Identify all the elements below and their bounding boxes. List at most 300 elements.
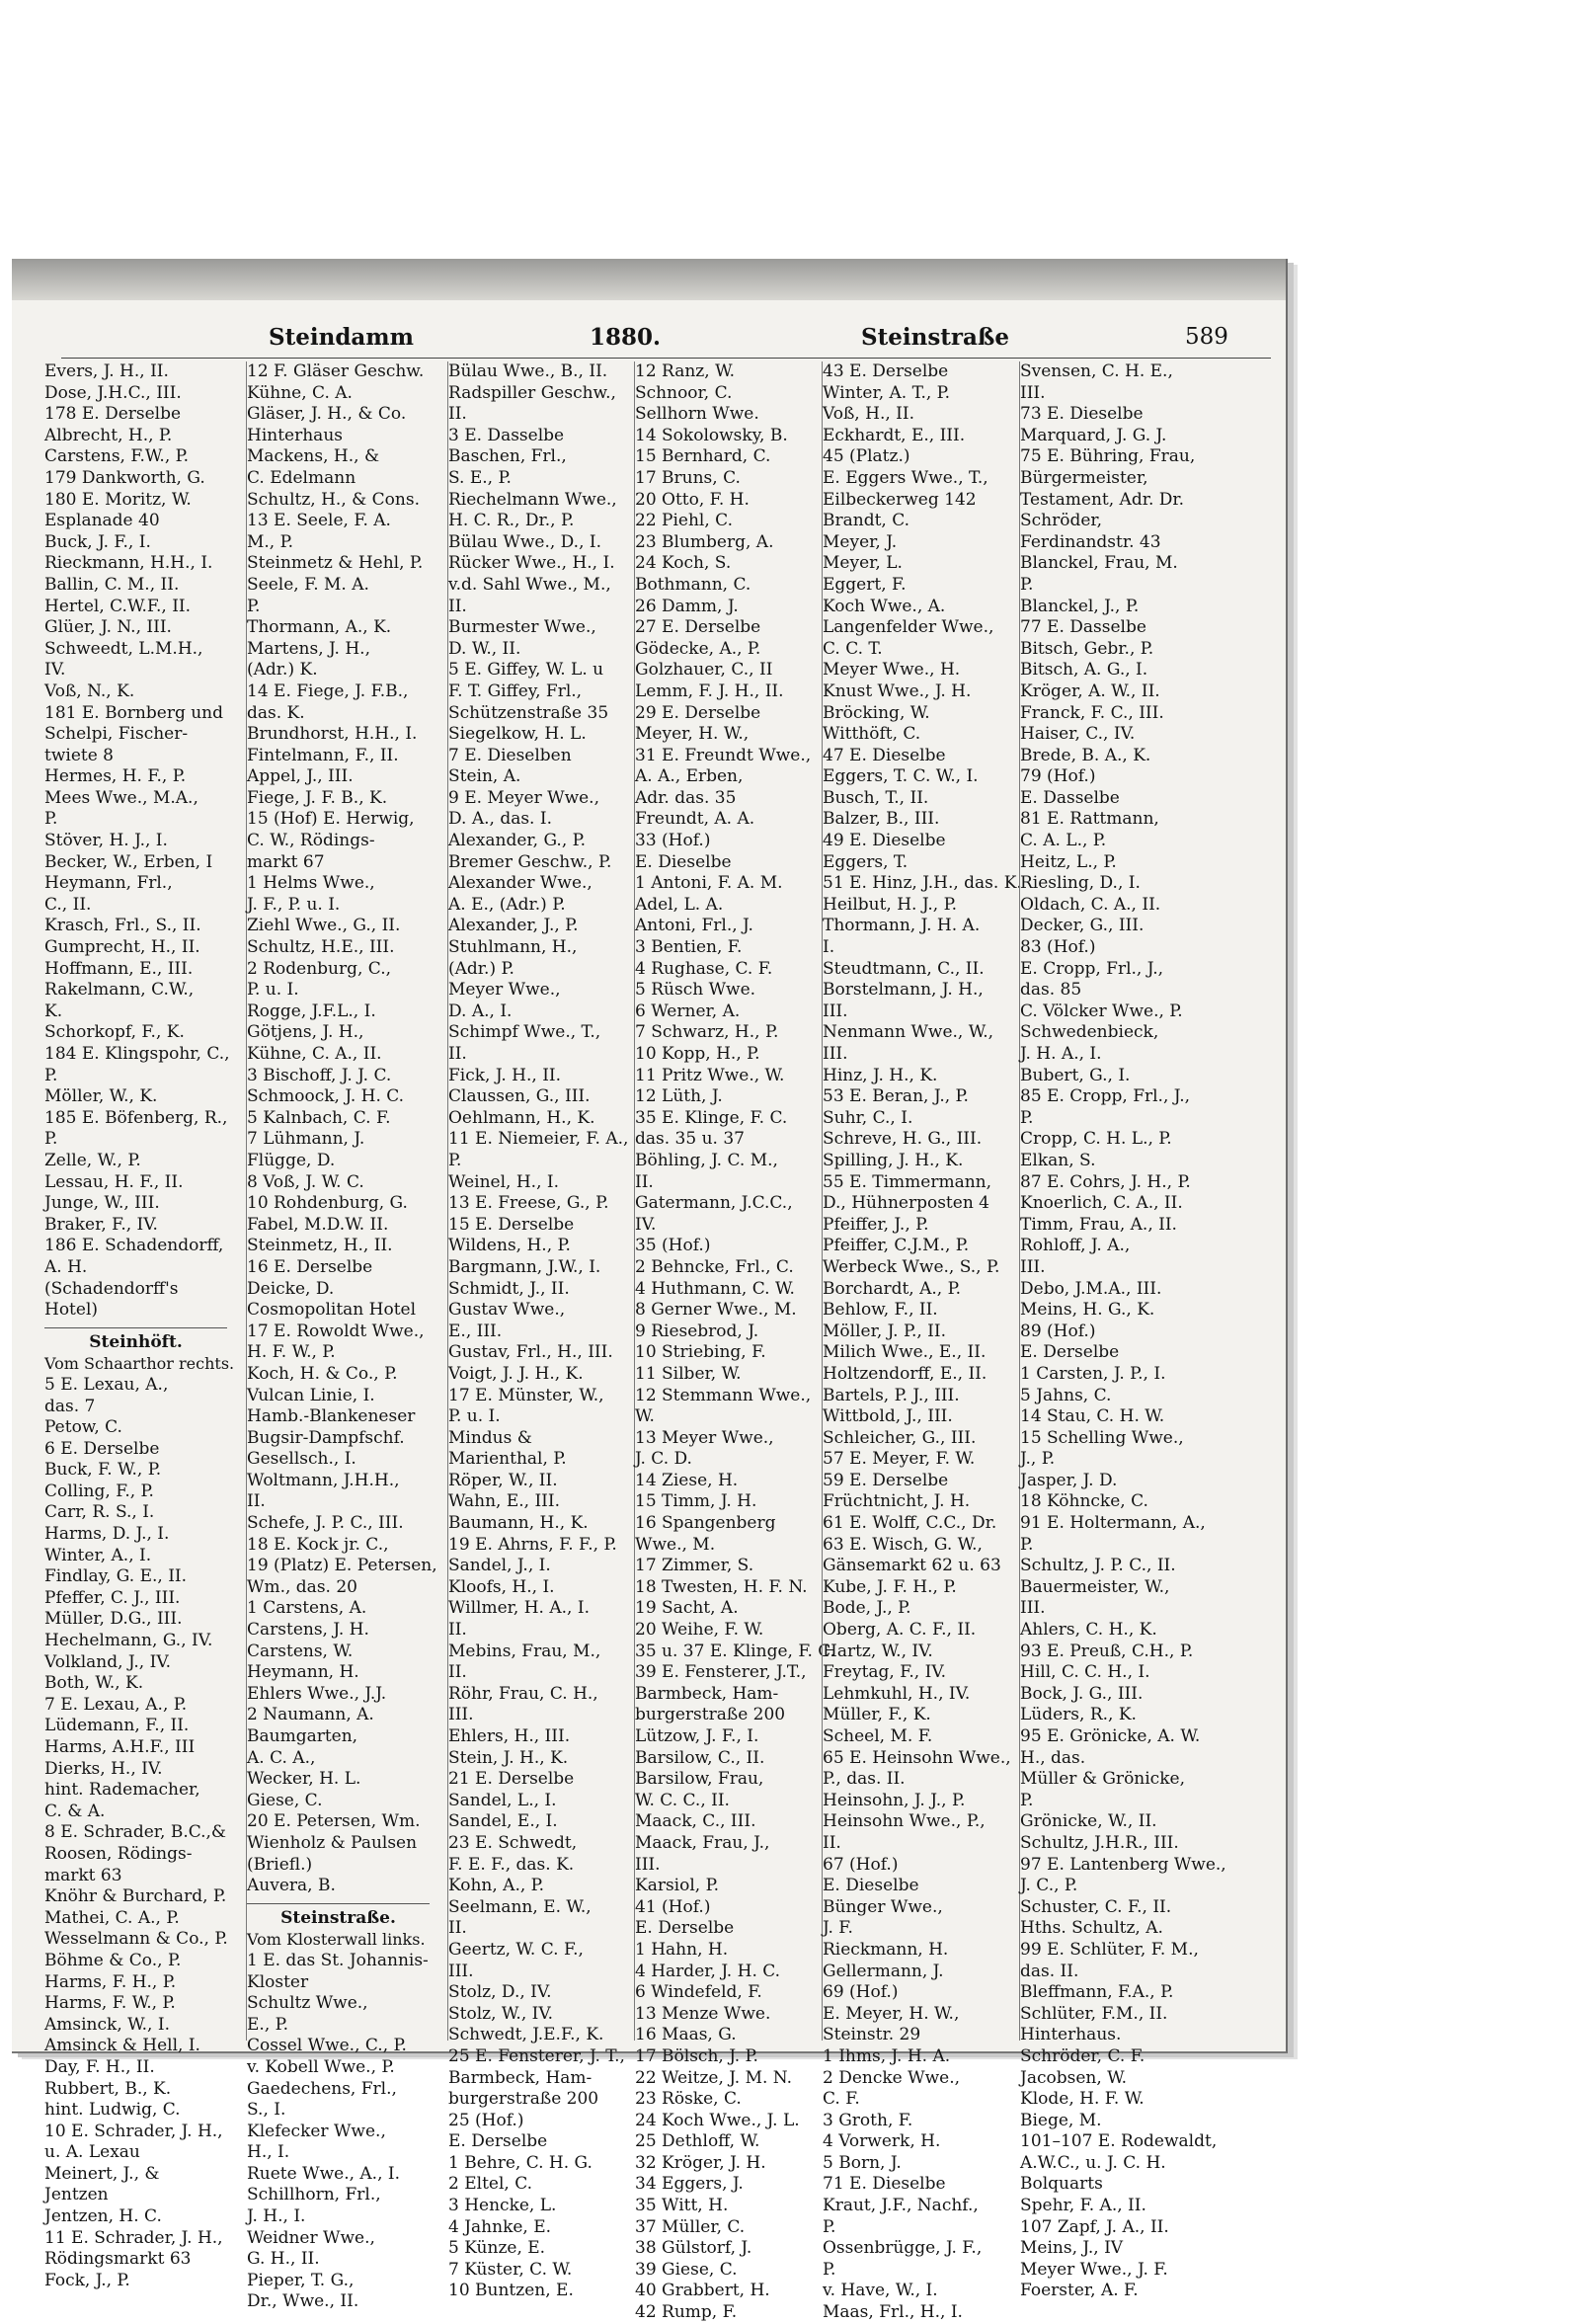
directory-entry-line: Amsinck, W., I.	[44, 2014, 170, 2035]
directory-entry-line: K.	[44, 1001, 63, 1021]
directory-entry-line: 1 Carsten, J. P., I.	[1020, 1363, 1166, 1384]
directory-entry-line: Oberg, A. C. F., II.	[823, 1620, 977, 1641]
directory-entry-line: Schreve, H. G., III.	[823, 1129, 983, 1150]
directory-entry-line: 65 E. Heinsohn Wwe.,	[823, 1747, 1011, 1768]
directory-entry-line: E. Cropp, Frl., J.,	[1020, 958, 1164, 979]
directory-entry-line: Haiser, C., IV.	[1020, 724, 1136, 745]
directory-entry-line: Lüdemann, F., II.	[44, 1716, 190, 1736]
directory-entry-line: 55 E. Timmermann,	[823, 1171, 992, 1192]
directory-entry-line: 15 (Hof) E. Herwig,	[247, 809, 415, 830]
directory-entry-line: Gläser, J. H., & Co.	[247, 404, 407, 425]
directory-entry-line: Bleffmann, F.A., P.	[1020, 1982, 1174, 2003]
directory-entry-line: 186 E. Schadendorff,	[44, 1236, 224, 1256]
directory-entry-line: Meyer, H. W.,	[635, 724, 750, 745]
directory-entry-line: Müller, D.G., III.	[44, 1609, 183, 1630]
directory-entry-line: Krasch, Frl., S., II.	[44, 916, 201, 936]
directory-entry-line: II.	[823, 1832, 841, 1853]
directory-entry-line: 10 Rohdenburg, G.	[247, 1193, 408, 1214]
directory-entry-line: 5 Kalnbach, C. F.	[247, 1107, 391, 1128]
directory-entry-line: Seelmann, E. W.,	[448, 1896, 592, 1917]
directory-entry-line: Petow, C.	[44, 1417, 122, 1438]
directory-entry-line: P.	[823, 2259, 836, 2280]
directory-entry-line: 85 E. Cropp, Frl., J.,	[1020, 1086, 1191, 1107]
directory-entry-line: Bolquarts	[1020, 2174, 1103, 2195]
directory-column-2	[246, 361, 437, 2312]
directory-entry-line: A.W.C., u. J. C. H.	[1020, 2152, 1166, 2173]
directory-entry-line: 10 Kopp, H., P.	[635, 1044, 760, 1064]
directory-entry-line: Steudtmann, C., II.	[823, 958, 985, 979]
directory-entry-line: Junge, W., III.	[44, 1193, 160, 1214]
directory-entry-line: das. 7	[44, 1396, 96, 1416]
directory-entry-line: Seele, F. M. A.	[247, 574, 369, 595]
directory-entry-line: Eggert, F.	[823, 574, 907, 595]
directory-entry-line: Radspiller Geschw.,	[448, 382, 616, 403]
directory-entry-line: 19 (Platz) E. Petersen,	[247, 1556, 437, 1576]
directory-entry-line: 13 Menze Wwe.	[635, 2003, 771, 2024]
directory-entry-line: 95 E. Grönicke, A. W.	[1020, 1726, 1201, 1746]
directory-entry-line: Thormann, A., K.	[247, 617, 392, 638]
directory-entry-line: Carstens, W.	[247, 1641, 354, 1661]
directory-entry-line: 3 Bentien, F.	[635, 937, 743, 958]
directory-entry-line: Martens, J. H.,	[247, 638, 370, 659]
directory-entry-line: 22 Piehl, C.	[635, 511, 733, 531]
directory-entry-line: 18 Köhncke, C.	[1020, 1491, 1148, 1512]
directory-entry-line: 11 Pritz Wwe., W.	[635, 1065, 785, 1085]
directory-entry-line: Schwedenbieck,	[1020, 1022, 1159, 1043]
street-section-subtitle: Vom Klosterwall links.	[247, 1930, 426, 1950]
directory-entry-line: II.	[448, 1662, 467, 1683]
directory-entry-line: Albrecht, H., P.	[44, 425, 173, 445]
directory-entry-line: Blanckel, Frau, M.	[1020, 553, 1178, 574]
directory-entry-line: Debo, J.M.A., III.	[1020, 1278, 1162, 1299]
directory-entry-line: Bugsir-Dampfschf.	[247, 1427, 405, 1448]
directory-entry-line: Golzhauer, C., II	[635, 660, 773, 681]
directory-entry-line: 40 Grabbert, H.	[635, 2281, 770, 2301]
directory-entry-line: 181 E. Bornberg und	[44, 702, 224, 723]
directory-entry-line: Rakelmann, C.W.,	[44, 980, 195, 1001]
directory-entry-line: Lützow, J. F., I.	[635, 1726, 759, 1746]
directory-entry-line: Steinstr. 29	[823, 2025, 921, 2045]
directory-entry-line: 2 Behncke, Frl., C.	[635, 1256, 794, 1277]
directory-entry-line: 3 Groth, F.	[823, 2110, 913, 2130]
directory-entry-line: W.	[635, 1406, 655, 1427]
directory-entry-line: III.	[823, 1001, 848, 1021]
directory-entry-line: Gaedechens, Frl.,	[247, 2078, 397, 2099]
directory-entry-line: C. & A.	[44, 1801, 106, 1821]
directory-entry-line: Sandel, L., I.	[448, 1790, 557, 1810]
directory-entry-line: 79 (Hof.)	[1020, 766, 1096, 787]
directory-entry-line: Kröger, A. W., II.	[1020, 681, 1160, 701]
directory-entry-line: Carstens, J. H.	[247, 1620, 369, 1641]
directory-entry-line: Rohloff, J. A.,	[1020, 1236, 1131, 1256]
directory-entry-line: Alexander, J., P.	[448, 916, 579, 936]
directory-entry-line: Riechelmann Wwe.,	[448, 489, 617, 510]
directory-entry-line: III.	[448, 1705, 474, 1725]
directory-entry-line: Schröder, C. F.	[1020, 2045, 1146, 2066]
directory-entry-line: Milich Wwe., E., II.	[823, 1342, 987, 1363]
directory-column-4	[634, 361, 836, 2323]
directory-entry-line: Gödecke, A., P.	[635, 638, 761, 659]
directory-entry-line: Woltmann, J.H.H.,	[247, 1470, 400, 1490]
directory-entry-line: Roosen, Rödings-	[44, 1843, 193, 1864]
directory-entry-line: 6 Werner, A.	[635, 1001, 741, 1021]
directory-entry-line: Knust Wwe., J. H.	[823, 681, 972, 701]
directory-entry-line: Bürgermeister,	[1020, 467, 1148, 488]
directory-entry-line: Röhr, Frau, C. H.,	[448, 1683, 598, 1704]
header-year: 1880.	[590, 324, 662, 351]
directory-entry-line: Wesselmann & Co., P.	[44, 1929, 228, 1950]
directory-entry-line: Scheel, M. F.	[823, 1726, 933, 1746]
directory-entry-line: Vulcan Linie, I.	[247, 1385, 375, 1405]
directory-entry-line: 7 E. Lexau, A., P.	[44, 1694, 188, 1715]
directory-entry-line: Wecker, H. L.	[247, 1769, 361, 1790]
directory-entry-line: 42 Rump, F.	[635, 2302, 738, 2323]
directory-entry-line: 11 Silber, W.	[635, 1363, 742, 1384]
directory-entry-line: Burmester Wwe.,	[448, 617, 596, 638]
directory-entry-line: 51 E. Hinz, J.H., das. K.	[823, 873, 1022, 894]
directory-entry-line: Winter, A. T., P.	[823, 382, 951, 403]
directory-entry-line: Witthöft, C.	[823, 724, 921, 745]
directory-entry-line: Lemm, F. J. H., II.	[635, 681, 784, 701]
directory-entry-line: 23 E. Schwedt,	[448, 1832, 578, 1853]
directory-entry-line: Behlow, F., II.	[823, 1300, 938, 1321]
directory-entry-line: 17 E. Münster, W.,	[448, 1385, 604, 1405]
directory-entry-line: E. Derselbe	[1020, 1342, 1120, 1363]
directory-entry-line: 4 Vorwerk, H.	[823, 2131, 941, 2152]
directory-entry-line: 15 Schelling Wwe.,	[1020, 1427, 1184, 1448]
directory-entry-line: 1 E. das St. Johannis-	[247, 1950, 429, 1970]
directory-entry-line: Gumprecht, H., II.	[44, 937, 200, 958]
directory-entry-line: 4 Harder, J. H. C.	[635, 1961, 781, 1981]
directory-entry-line: Schelpi, Fischer-	[44, 724, 189, 745]
directory-entry-line: II.	[247, 1491, 266, 1512]
directory-entry-line: das. II.	[1020, 1961, 1079, 1981]
directory-entry-line: (Schadendorff's	[44, 1278, 179, 1299]
directory-entry-line: 77 E. Dasselbe	[1020, 617, 1146, 638]
directory-entry-line: Klode, H. F. W.	[1020, 2089, 1145, 2110]
directory-entry-line: Steinmetz & Hehl, P.	[247, 553, 424, 574]
directory-entry-line: 25 (Hof.)	[448, 2110, 524, 2130]
directory-entry-line: Hths. Schultz, A.	[1020, 1918, 1163, 1939]
directory-entry-line: 3 Bischoff, J. J. C.	[247, 1065, 392, 1085]
page-number: 589	[1185, 324, 1228, 350]
directory-entry-line: Dierks, H., IV.	[44, 1758, 163, 1779]
directory-entry-line: Svensen, C. H. E.,	[1020, 361, 1173, 381]
directory-entry-line: 2 Rodenburg, C.,	[247, 958, 392, 979]
directory-entry-line: Barsilow, Frau,	[635, 1769, 764, 1790]
directory-entry-line: C. W., Rödings-	[247, 831, 375, 851]
directory-entry-line: 5 E. Giffey, W. L. u	[448, 660, 604, 681]
directory-entry-line: Cropp, C. H. L., P.	[1020, 1129, 1172, 1150]
directory-entry-line: E. Derselbe	[635, 1918, 735, 1939]
directory-entry-line: Bothmann, C.	[635, 574, 751, 595]
directory-entry-line: Rogge, J.F.L., I.	[247, 1001, 376, 1021]
directory-entry-line: 20 E. Petersen, Wm.	[247, 1811, 421, 1832]
directory-entry-line: hint. Ludwig, C.	[44, 2100, 181, 2121]
directory-entry-line: Decker, G., III.	[1020, 916, 1145, 936]
header-left-title: Steindamm	[269, 324, 414, 351]
directory-entry-line: Timm, Frau, A., II.	[1020, 1214, 1177, 1235]
directory-entry-line: Claussen, G., III.	[448, 1086, 591, 1107]
directory-entry-line: H., das.	[1020, 1747, 1086, 1768]
directory-entry-line: 9 E. Meyer Wwe.,	[448, 787, 599, 808]
directory-entry-line: Fintelmann, F., II.	[247, 745, 399, 765]
directory-entry-line: Meyer Wwe.,	[448, 980, 561, 1001]
directory-entry-line: Mebins, Frau, M.,	[448, 1641, 601, 1661]
directory-entry-line: Maas, Frl., H., I.	[823, 2302, 963, 2323]
directory-entry-line: Volkland, J., IV.	[44, 1651, 172, 1672]
directory-entry-line: Heitz, L., P.	[1020, 851, 1117, 872]
directory-entry-line: Rödingsmarkt 63	[44, 2249, 192, 2270]
directory-entry-line: 1 Carstens, A.	[247, 1598, 367, 1619]
directory-entry-line: P.	[1020, 1534, 1034, 1555]
directory-entry-line: J. F., P. u. I.	[247, 894, 341, 915]
header-right-title: Steinstraße	[861, 324, 1010, 351]
directory-entry-line: Stuhlmann, H.,	[448, 937, 578, 958]
directory-entry-line: P.	[44, 809, 58, 830]
directory-entry-line: Lehmkuhl, H., IV.	[823, 1683, 971, 1704]
directory-entry-line: Spehr, F. A., II.	[1020, 2196, 1146, 2216]
directory-entry-line: Day, F. H., II.	[44, 2056, 155, 2077]
directory-entry-line: Bülau Wwe., D., I.	[448, 531, 602, 552]
directory-entry-line: J. H., I.	[247, 2206, 306, 2227]
directory-entry-line: P.	[44, 1129, 58, 1150]
directory-entry-line: Buck, J. F., I.	[44, 531, 151, 552]
directory-entry-line: A. C. A.,	[247, 1747, 316, 1768]
directory-entry-line: Elkan, S.	[1020, 1150, 1096, 1170]
directory-entry-line: J. H. A., I.	[1020, 1044, 1102, 1064]
directory-entry-line: Pfeiffer, J., P.	[823, 1214, 929, 1235]
directory-entry-line: E. Eggers Wwe., T.,	[823, 467, 988, 488]
directory-entry-line: W. C. C., II.	[635, 1790, 730, 1810]
directory-entry-line: 24 Koch, S.	[635, 553, 732, 574]
directory-entry-line: Voß, H., II.	[823, 404, 914, 425]
directory-entry-line: 16 Spangenberg	[635, 1513, 776, 1534]
directory-entry-line: v. Kobell Wwe., P.	[247, 2056, 395, 2077]
directory-entry-line: Brede, B. A., K.	[1020, 745, 1151, 765]
directory-entry-line: 15 Timm, J. H.	[635, 1491, 757, 1512]
directory-entry-line: Glüer, J. N., III.	[44, 617, 172, 638]
directory-entry-line: 33 (Hof.)	[635, 831, 711, 851]
directory-entry-line: 16 E. Derselbe	[247, 1256, 373, 1277]
directory-entry-line: II.	[448, 596, 467, 616]
directory-entry-line: IV.	[635, 1214, 657, 1235]
directory-entry-line: 178 E. Derselbe	[44, 404, 182, 425]
directory-entry-line: Kühne, C. A., II.	[247, 1044, 382, 1064]
directory-entry-line: 81 E. Rattmann,	[1020, 809, 1159, 830]
directory-entry-line: 69 (Hof.)	[823, 1982, 899, 2003]
directory-entry-line: Holtzendorff, E., II.	[823, 1363, 988, 1384]
directory-entry-line: Gustav Wwe.,	[448, 1300, 566, 1321]
directory-entry-line: H. C. R., Dr., P.	[448, 511, 575, 531]
directory-entry-line: Baumann, H., K.	[448, 1513, 589, 1534]
directory-entry-line: Böhme & Co., P.	[44, 1950, 182, 1970]
directory-entry-line: Wittbold, J., III.	[823, 1406, 953, 1427]
directory-entry-line: H. F. W., P.	[247, 1342, 336, 1363]
directory-entry-line: Stein, J. H., K.	[448, 1747, 569, 1768]
directory-entry-line: Brundhorst, H.H., I.	[247, 724, 418, 745]
directory-entry-line: markt 63	[44, 1865, 122, 1885]
street-section-heading: Steinhöft.	[44, 1327, 227, 1354]
directory-entry-line: II.	[635, 1171, 654, 1192]
directory-entry-line: Meyer Wwe., J. F.	[1020, 2259, 1168, 2280]
directory-entry-line: 57 E. Meyer, F. W.	[823, 1449, 976, 1470]
directory-entry-line: 10 Buntzen, E.	[448, 2281, 574, 2301]
directory-entry-line: 14 Sokolowsky, B.	[635, 425, 788, 445]
directory-entry-line: 12 Stemmann Wwe.,	[635, 1385, 812, 1405]
directory-entry-line: II.	[448, 1918, 467, 1939]
directory-entry-line: Steinmetz, H., II.	[247, 1236, 393, 1256]
directory-entry-line: Gänsemarkt 62 u. 63	[823, 1556, 1001, 1576]
directory-entry-line: Rücker Wwe., H., I.	[448, 553, 615, 574]
directory-entry-line: das. 35 u. 37	[635, 1129, 745, 1150]
directory-entry-line: 4 Huthmann, C. W.	[635, 1278, 795, 1299]
directory-entry-line: 1 Hahn, H.	[635, 1939, 729, 1960]
directory-entry-line: 6 E. Derselbe	[44, 1438, 160, 1459]
directory-entry-line: Brandt, C.	[823, 511, 910, 531]
directory-entry-line: das. 85	[1020, 980, 1082, 1001]
directory-entry-line: Schuster, C. F., II.	[1020, 1896, 1172, 1917]
directory-entry-line: Kohn, A., P.	[448, 1876, 545, 1896]
directory-entry-line: Franck, F. C., III.	[1020, 702, 1164, 723]
directory-entry-line: A. E., (Adr.) P.	[448, 894, 566, 915]
directory-entry-line: Baschen, Frl.,	[448, 446, 567, 467]
directory-entry-line: Colling, F., P.	[44, 1481, 154, 1501]
directory-entry-line: 23 Blumberg, A.	[635, 531, 774, 552]
directory-entry-line: Baumgarten,	[247, 1726, 358, 1746]
directory-entry-line: P.	[1020, 574, 1034, 595]
directory-entry-line: Schweedt, L.M.H.,	[44, 638, 203, 659]
directory-entry-line: Heymann, Frl.,	[44, 873, 173, 894]
directory-entry-line: Hinterhaus.	[1020, 2025, 1122, 2045]
directory-entry-line: 99 E. Schlüter, F. M.,	[1020, 1939, 1199, 1960]
directory-column-1	[44, 361, 235, 2290]
directory-column-3	[447, 361, 631, 2301]
directory-entry-line: 89 (Hof.)	[1020, 1321, 1096, 1341]
directory-entry-line: Deicke, D.	[247, 1278, 335, 1299]
directory-entry-line: Cossel Wwe., C., P.	[247, 2036, 407, 2056]
directory-entry-line: Koch Wwe., A.	[823, 596, 946, 616]
directory-entry-line: Voigt, J. J. H., K.	[448, 1363, 584, 1384]
directory-entry-line: 9 Riesebrod, J.	[635, 1321, 759, 1341]
directory-entry-line: II.	[448, 404, 467, 425]
directory-entry-line: Braker, F., IV.	[44, 1214, 158, 1235]
directory-entry-line: 4 Rughase, C. F.	[635, 958, 773, 979]
directory-entry-line: v. Have, W., I.	[823, 2281, 938, 2301]
directory-entry-line: 43 E. Derselbe	[823, 361, 949, 381]
directory-entry-line: 93 E. Preuß, C.H., P.	[1020, 1641, 1194, 1661]
directory-entry-line: J. C., P.	[1020, 1876, 1078, 1896]
directory-entry-line: Becker, W., Erben, I	[44, 851, 213, 872]
directory-entry-line: Carr, R. S., I.	[44, 1502, 155, 1523]
directory-entry-line: Knoerlich, C. A., II.	[1020, 1193, 1183, 1214]
directory-entry-line: Jacobsen, W.	[1020, 2067, 1128, 2088]
directory-entry-line: Flügge, D.	[247, 1150, 336, 1170]
directory-entry-line: Alexander Wwe.,	[448, 873, 592, 894]
directory-entry-line: Adr. das. 35	[635, 787, 737, 808]
directory-entry-line: Winter, A., I.	[44, 1545, 152, 1565]
directory-entry-line: 3 E. Dasselbe	[448, 425, 565, 445]
directory-entry-line: 53 E. Beran, J., P.	[823, 1086, 969, 1107]
directory-entry-line: 87 E. Cohrs, J. H., P.	[1020, 1171, 1191, 1192]
directory-entry-line: Jentzen, H. C.	[44, 2206, 162, 2227]
directory-entry-line: Bubert, G., I.	[1020, 1065, 1131, 1085]
directory-entry-line: P.	[1020, 1107, 1034, 1128]
directory-entry-line: Schultz Wwe.,	[247, 1993, 368, 2014]
directory-entry-line: Schmoock, J. H. C.	[247, 1086, 405, 1107]
directory-entry-line: 35 Witt, H.	[635, 2196, 729, 2216]
directory-entry-line: J. F.	[823, 1918, 853, 1939]
directory-entry-line: Weinel, H., I.	[448, 1171, 559, 1192]
directory-entry-line: III.	[448, 1961, 474, 1981]
directory-entry-line: Heinsohn Wwe., P.,	[823, 1811, 986, 1832]
directory-entry-line: 7 Küster, C. W.	[448, 2259, 573, 2280]
directory-entry-line: Schultz, H., & Cons.	[247, 489, 420, 510]
directory-entry-line: 20 Weihe, F. W.	[635, 1620, 764, 1641]
directory-entry-line: Langenfelder Wwe.,	[823, 617, 994, 638]
directory-entry-line: Wwe., M.	[635, 1534, 716, 1555]
directory-entry-line: Evers, J. H., II.	[44, 361, 169, 381]
directory-entry-line: Ballin, C. M., II.	[44, 574, 180, 595]
directory-entry-line: 22 Weitze, J. M. N.	[635, 2067, 792, 2088]
directory-entry-line: Hoffmann, E., III.	[44, 958, 194, 979]
directory-entry-line: 1 Antoni, F. A. M.	[635, 873, 783, 894]
directory-entry-line: Hinz, J. H., K.	[823, 1065, 938, 1085]
directory-entry-line: 27 E. Derselbe	[635, 617, 761, 638]
directory-entry-line: 184 E. Klingspohr, C.,	[44, 1044, 230, 1064]
directory-entry-line: Gustav, Frl., H., III.	[448, 1342, 613, 1363]
directory-entry-line: Möller, J. P., II.	[823, 1321, 946, 1341]
directory-entry-line: Gatermann, J.C.C.,	[635, 1193, 793, 1214]
directory-entry-line: M., P.	[247, 531, 294, 552]
directory-entry-line: Bauermeister, W.,	[1020, 1576, 1170, 1597]
directory-entry-line: Böhling, J. C. M.,	[635, 1150, 778, 1170]
directory-entry-line: Stöver, H. J., I.	[44, 831, 168, 851]
directory-entry-line: Pfeffer, C. J., III.	[44, 1587, 181, 1608]
directory-entry-line: 6 Windefeld, F.	[635, 1982, 762, 2003]
directory-entry-line: Geertz, W. C. F.,	[448, 1939, 584, 1960]
directory-entry-line: Sandel, E., I.	[448, 1811, 558, 1832]
directory-entry-line: Siegelkow, H. L.	[448, 724, 587, 745]
directory-entry-line: 8 Gerner Wwe., M.	[635, 1300, 797, 1321]
directory-entry-line: Giese, C.	[247, 1790, 323, 1810]
directory-entry-line: Borchardt, A., P.	[823, 1278, 961, 1299]
directory-entry-line: Dr., Wwe., II.	[247, 2291, 359, 2312]
directory-entry-line: Maack, C., III.	[635, 1811, 756, 1832]
directory-entry-line: Eilbeckerweg 142	[823, 489, 977, 510]
directory-entry-line: P.	[448, 1150, 462, 1170]
directory-entry-line: Appel, J., III.	[247, 766, 354, 787]
directory-entry-line: Kühne, C. A.	[247, 382, 353, 403]
directory-entry-line: 15 E. Derselbe	[448, 1214, 575, 1235]
directory-entry-line: Suhr, C., I.	[823, 1107, 913, 1128]
directory-entry-line: 21 E. Derselbe	[448, 1769, 575, 1790]
directory-entry-line: Wildens, H., P.	[448, 1236, 571, 1256]
directory-entry-line: Fock, J., P.	[44, 2270, 130, 2290]
directory-entry-line: Ferdinandstr. 43	[1020, 531, 1161, 552]
directory-entry-line: Meyer, J.	[823, 531, 898, 552]
directory-entry-line: Jentzen	[44, 2185, 109, 2205]
directory-entry-line: 47 E. Dieselbe	[823, 745, 946, 765]
directory-entry-line: Oehlmann, H., K.	[448, 1107, 595, 1128]
directory-entry-line: Harms, F. H., P.	[44, 1971, 177, 1992]
directory-entry-line: P. u. I.	[448, 1406, 501, 1427]
directory-entry-line: Schultz, J.H.R., III.	[1020, 1832, 1179, 1853]
street-section-heading: Steinstraße.	[247, 1903, 430, 1930]
directory-entry-line: 97 E. Lantenberg Wwe.,	[1020, 1854, 1226, 1875]
directory-entry-line: Ziehl Wwe., G., II.	[247, 916, 401, 936]
directory-entry-line: J., P.	[1020, 1449, 1056, 1470]
